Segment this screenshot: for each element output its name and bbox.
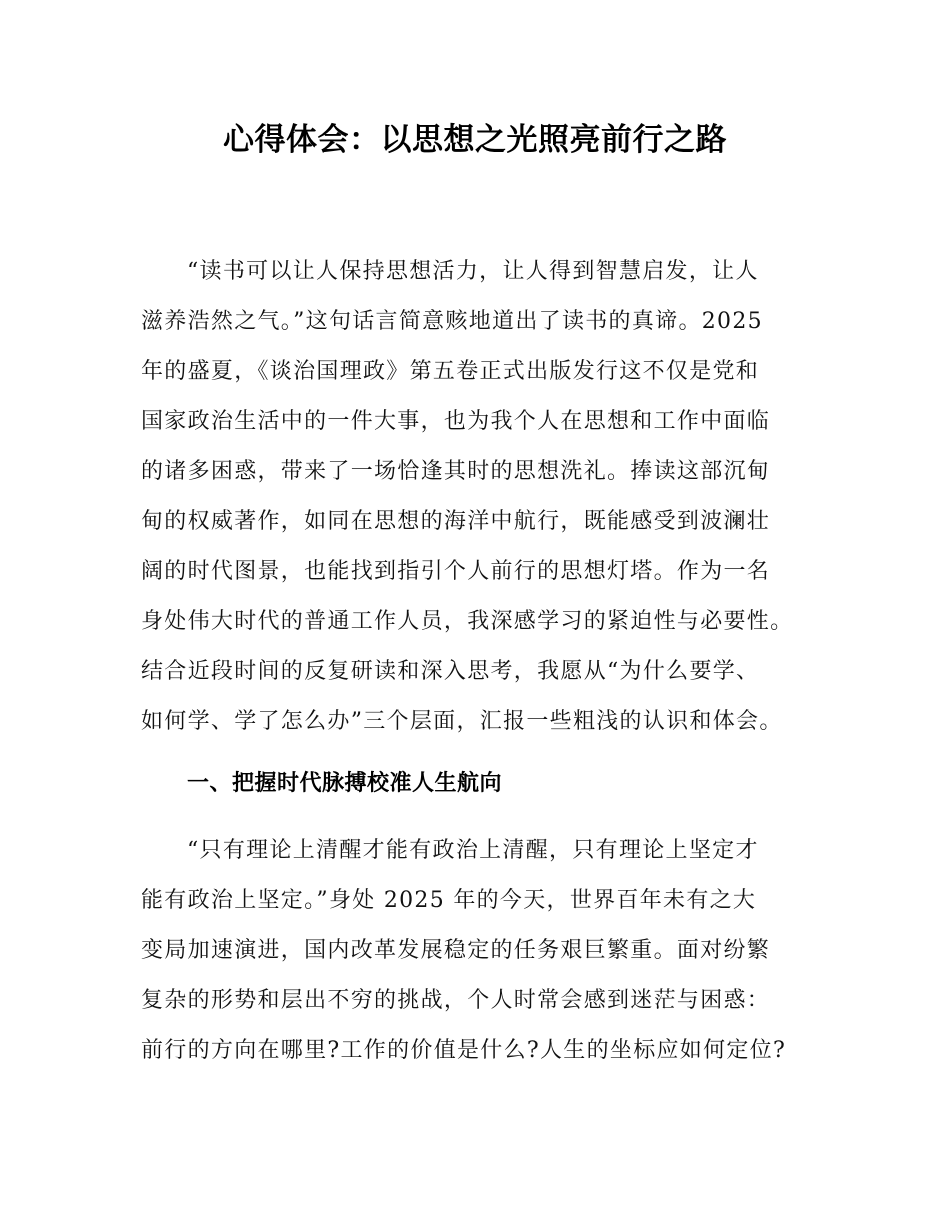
section-heading: 一、把握时代脉搏校准人生航向: [187, 771, 503, 796]
section1-paragraph: [141, 826, 841, 1076]
paragraph-line: 能有政治上坚定。”身处 2025 年的今天，世界百年未有之大: [141, 888, 757, 913]
paragraph-line: 结合近段时间的反复研读和深入思考，我愿从“为什么要学、: [141, 659, 760, 684]
paragraph-line: 复杂的形势和层出不穷的挑战，个人时常会感到迷茫与困惑：: [141, 988, 771, 1013]
paragraph-line: 年的盛夏，《谈治国理政》第五卷正式出版发行这不仅是党和: [141, 359, 760, 384]
paragraph-line: 国家政治生活中的一件大事，也为我个人在思想和工作中面临: [141, 409, 771, 434]
paragraph-line: 甸的权威著作，如同在思想的海洋中航行，既能感受到波澜壮: [141, 509, 771, 534]
paragraph-line: “读书可以让人保持思想活力，让人得到智慧启发，让人: [187, 259, 759, 284]
paragraph-line: 前行的方向在哪里?工作的价值是什么?人生的坐标应如何定位?: [141, 1038, 787, 1063]
paragraph-line: 如何学、学了怎么办”三个层面，汇报一些粗浅的认识和体会。: [141, 709, 783, 734]
paragraph-line: 变局加速演进，国内改革发展稳定的任务艰巨繁重。面对纷繁: [141, 938, 771, 963]
paragraph-line: 滋养浩然之气。”这句话言简意赅地道出了读书的真谛。2025: [141, 309, 763, 334]
document-title: 心得体会：以思想之光照亮前行之路: [223, 122, 727, 158]
paragraph-line: “只有理论上清醒才能有政治上清醒，只有理论上坚定才: [187, 838, 759, 863]
intro-paragraph: [141, 247, 841, 747]
paragraph-line: 的诸多困惑，带来了一场恰逢其时的思想洗礼。捧读这部沉甸: [141, 459, 771, 484]
paragraph-line: 阔的时代图景，也能找到指引个人前行的思想灯塔。作为一名: [141, 559, 771, 584]
paragraph-line: 身处伟大时代的普通工作人员，我深感学习的紧迫性与必要性。: [141, 609, 794, 634]
